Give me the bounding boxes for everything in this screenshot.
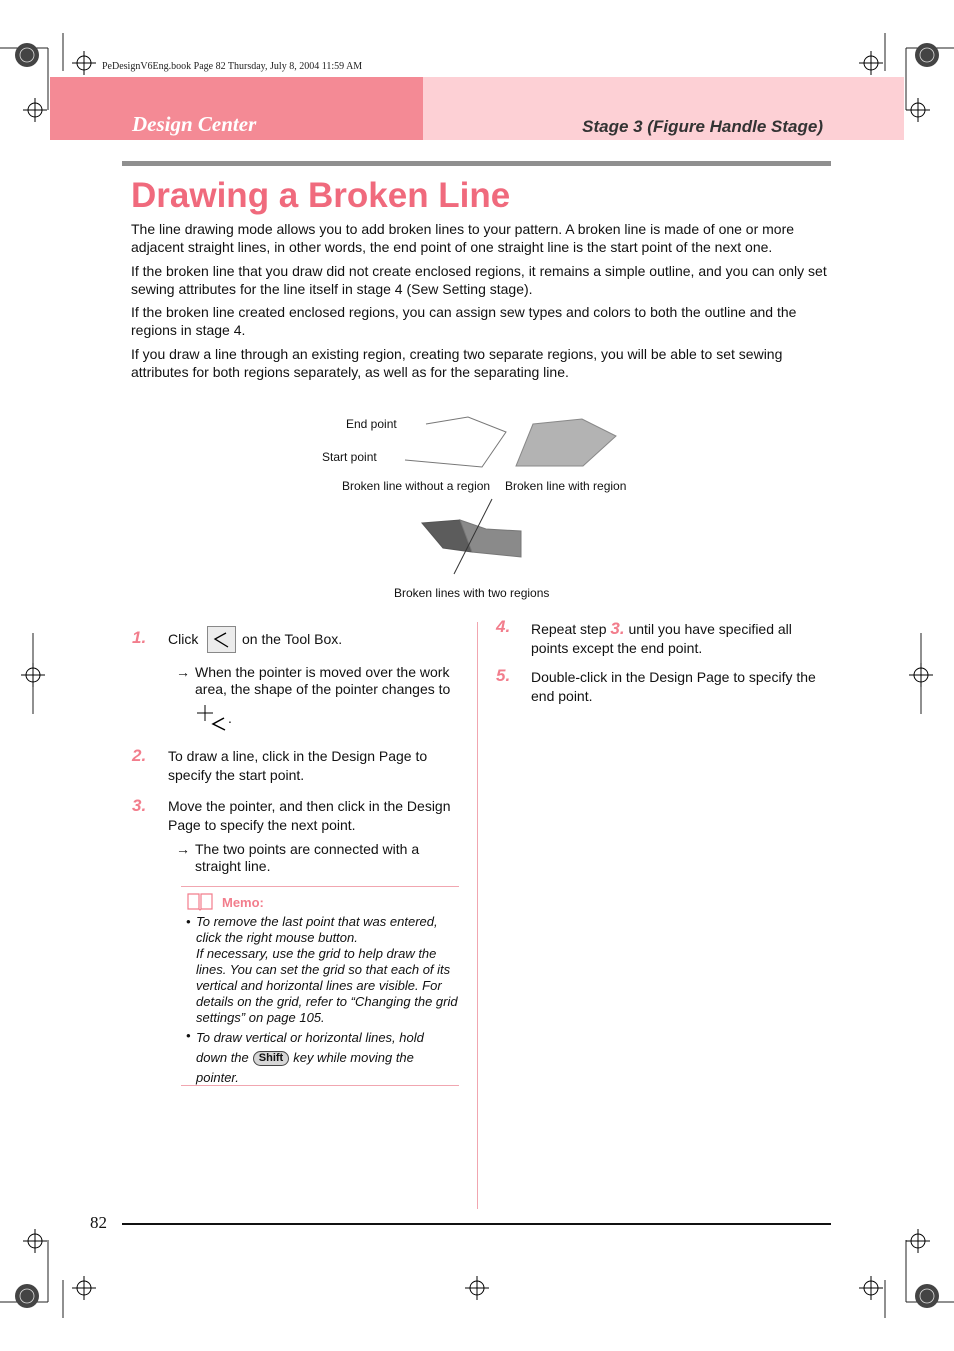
outline-paragraph: If the broken line that you draw did not create enclosed regions, it remains a simple outline, and you can only set sewing attributes for the line itself in stage 4 (Sew Setting stage). (131, 263, 827, 297)
page-number: 82 (90, 1213, 107, 1232)
result-arrow: → (176, 841, 190, 857)
step-3-text: Move the pointer, and then click in the Design Page to specify the next point. (168, 798, 451, 833)
step-4-after: until you have specified all points except the end point. (531, 621, 792, 656)
step-3-result: The two points are connected with a straight line. (195, 841, 420, 874)
cursor-period: . (228, 710, 232, 726)
regions-paragraph: If the broken line created enclosed regions, you can assign sew types and colors to both the outline and the regions in stage 4. (131, 304, 797, 338)
memo-item-2-after: key while moving the pointer. (196, 1050, 414, 1085)
page-title: Drawing a Broken Line (131, 176, 511, 215)
shift-key: Shift (253, 1051, 289, 1066)
start-point-label: Start point (322, 450, 377, 464)
end-point-label: End point (346, 417, 397, 431)
step-1-result: When the pointer is moved over the work area, the shape of the pointer changes to (195, 664, 451, 697)
step-5-text: Double-click in the Design Page to specify the end point. (531, 669, 816, 704)
result-arrow: → (176, 664, 190, 680)
memo-bullet: • (186, 1028, 191, 1043)
print-info: PeDesignV6Eng.book Page 82 Thursday, July 8, 2004 11:59 AM (102, 61, 363, 72)
caption-two-regions: Broken lines with two regions (394, 586, 550, 600)
caption-no-region: Broken line without a region (342, 479, 491, 493)
memo-item-1: To remove the last point that was entered, click the right mouse button. (196, 914, 438, 945)
memo-title: Memo: (222, 895, 264, 910)
step-4-ref: 3. (610, 619, 625, 638)
step-1-click: Click (168, 631, 199, 647)
memo-item-2-before: To draw vertical or horizontal lines, hold down the (196, 1030, 424, 1065)
step-1-number: 1. (132, 628, 147, 647)
stage-title: Stage 3 (Figure Handle Stage) (582, 117, 823, 136)
step-2-text: To draw a line, click in the Design Page to specify the start point. (168, 748, 428, 783)
step-1-after: on the Tool Box. (242, 631, 343, 647)
step-4-number: 4. (496, 617, 511, 636)
intro-paragraph: The line drawing mode allows you to add broken lines to your pattern. A broken line is made of one or more adjacent straight lines, in other words, the end point of one straight line is the start point of the next one. (131, 221, 795, 255)
section-title: Design Center (132, 112, 257, 136)
caption-with-region: Broken line with region (505, 479, 627, 493)
split-paragraph: If you draw a line through an existing region, creating two separate regions, you will be able to set sewing attributes for both regions separately, as well as for the separating line. (131, 346, 783, 380)
step-2-number: 2. (132, 746, 147, 765)
memo-item-1b: If necessary, use the grid to help draw the lines. You can set the grid so that each of its vertical and horizontal lines are visible. For details on the grid, refer to “Changing the grid settings” on page 105. (196, 946, 458, 1025)
step-3-number: 3. (132, 796, 147, 815)
step-5-number: 5. (496, 666, 511, 685)
memo-bullet: • (186, 914, 191, 929)
step-4-before: Repeat step (531, 621, 607, 637)
